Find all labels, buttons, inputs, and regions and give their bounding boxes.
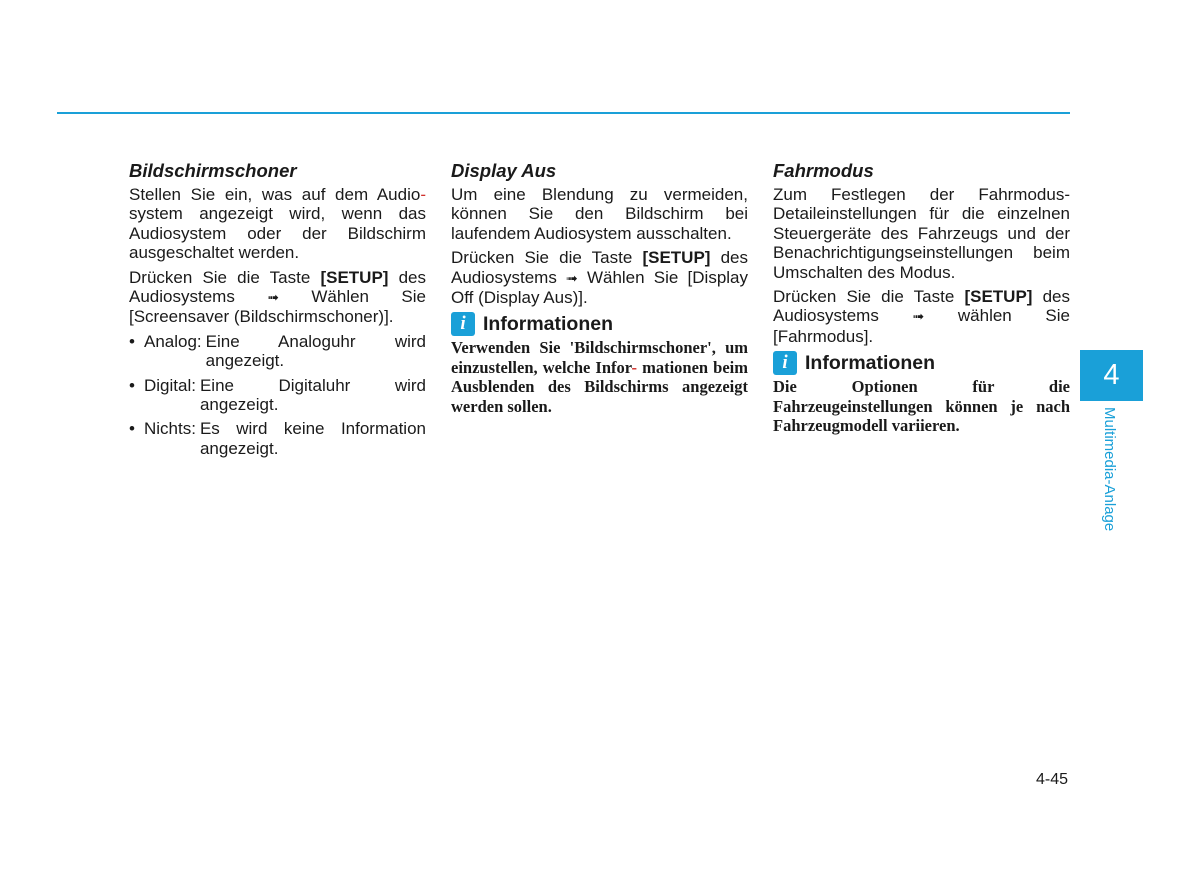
info-body: Verwenden Sie 'Bildschirmschoner', um einzustellen, welche Infor- mationen beim Ausblenden des Bildschirms angezeigt werden sollen. [451, 338, 748, 416]
intro-paragraph: Stellen Sie ein, was auf dem Audio- system angezeigt wird, wenn das Audiosystem oder der Bildschirm ausgeschaltet werden. [129, 185, 426, 263]
options-list [129, 332, 426, 458]
column-display-aus [451, 160, 748, 416]
info-body: Die Optionen für die Fahrzeugeinstellungen können je nach Fahrzeugmodell variieren. [773, 377, 1070, 436]
column-bildschirmschoner [129, 160, 426, 463]
hyphen-mark: - [631, 357, 637, 377]
info-icon: i [773, 351, 797, 375]
info-title: Informationen [483, 312, 613, 335]
setup-key: [SETUP] [320, 267, 389, 287]
intro-paragraph: Um eine Blendung zu vermeiden, können Sie den Bildschirm bei laufendem Audiosystem ausschalten. [451, 185, 748, 243]
instruction-paragraph: Drücken Sie die Taste [SETUP] des Audiosystems ➟ wählen Sie [Fahrmodus]. [773, 287, 1071, 346]
arrow-icon: ➟ [267, 289, 279, 306]
instruction-paragraph: Drücken Sie die Taste [SETUP] des Audiosystems ➟ Wählen Sie [Display Off (Display Aus)]. [451, 248, 749, 308]
list-item: • Analog: Eine Analoguhr wird angezeigt. [129, 332, 426, 371]
column-fahrmodus [773, 160, 1070, 436]
info-icon: i [451, 312, 475, 336]
intro-paragraph: Zum Festlegen der Fahrmodus-Detaileinstellungen für die einzelnen Steuergeräte des Fahrzeugs und der Benachrichtigungseinstellungen beim Umschalten des Modus. [773, 185, 1070, 282]
hyphen-mark: - [420, 185, 426, 204]
header-rule [57, 112, 1070, 114]
chapter-tab: 4 [1080, 350, 1143, 401]
section-heading: Fahrmodus [773, 160, 874, 181]
list-item: • Nichts: Es wird keine Information angezeigt. [129, 419, 426, 458]
arrow-icon: ➟ [566, 269, 578, 286]
section-heading: Bildschirmschoner [129, 160, 297, 181]
setup-key: [SETUP] [642, 248, 711, 268]
setup-key: [SETUP] [964, 287, 1033, 307]
page-number: 4-45 [1035, 771, 1068, 788]
arrow-icon: ➟ [912, 308, 925, 325]
list-item: • Digital: Eine Digitaluhr wird angezeigt. [129, 376, 426, 415]
info-header [451, 312, 748, 336]
info-header [773, 351, 1070, 375]
instruction-paragraph: Drücken Sie die Taste [SETUP] des Audiosystems ➟ Wählen Sie [Screensaver (Bildschirmschoner)]. [129, 267, 427, 327]
section-heading: Display Aus [451, 160, 557, 181]
chapter-title: Multimedia-Anlage [1101, 407, 1118, 532]
info-title: Informationen [805, 351, 935, 374]
